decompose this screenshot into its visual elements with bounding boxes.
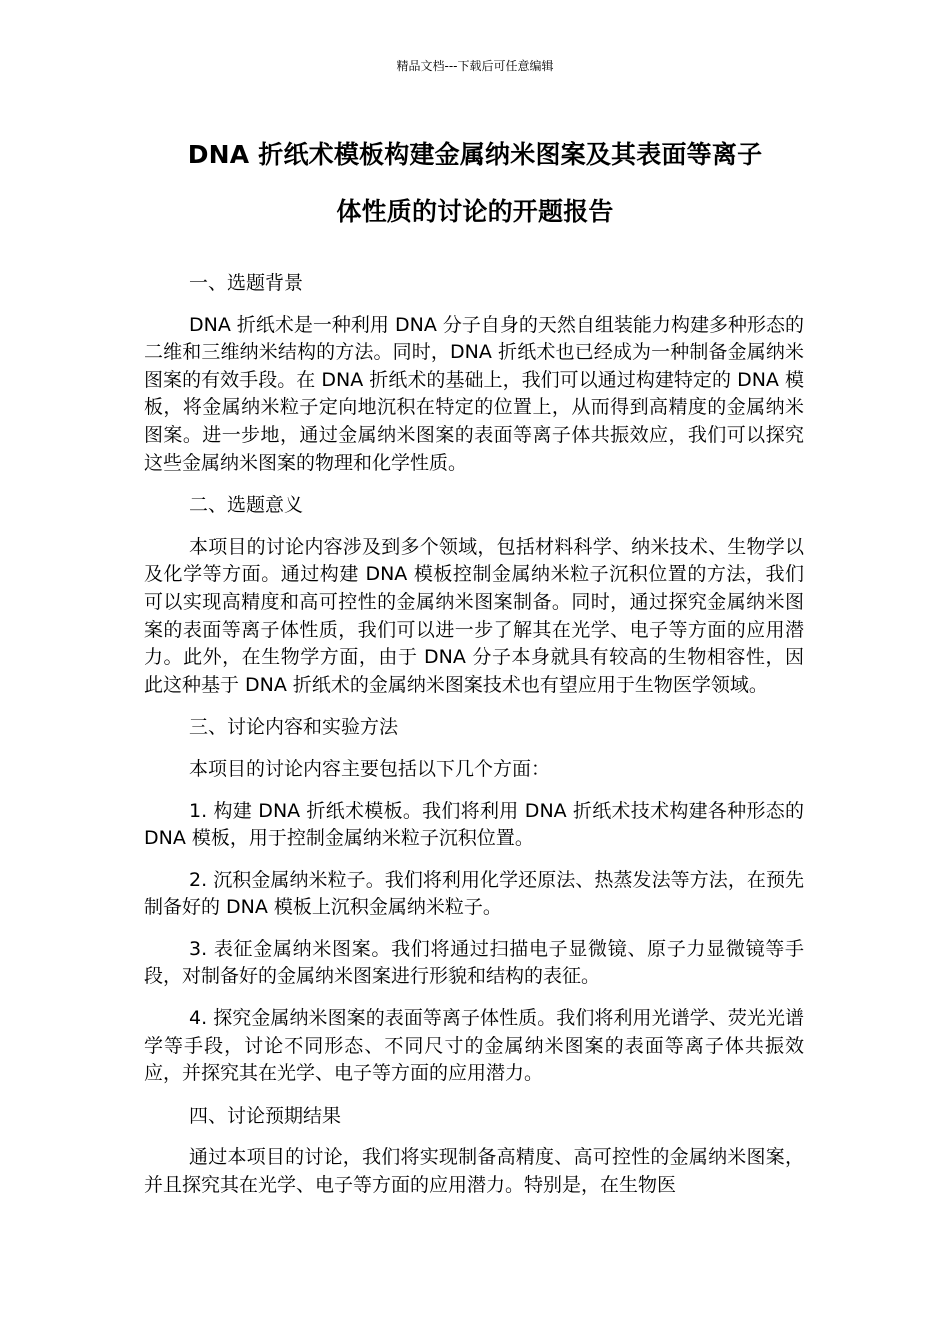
document-title-line-1: DNA 折纸术模板构建金属纳米图案及其表面等离子 <box>187 140 763 169</box>
list-item-method-2: 2. 沉积金属纳米粒子。我们将利用化学还原法、热蒸发法等方法，在预先制备好的 DNA 模板上沉积金属纳米粒子。 <box>144 868 804 919</box>
list-item-method-4: 4. 探究金属纳米图案的表面等离子体性质。我们将利用光谱学、荧光光谱学等手段，讨论不同形态、不同尺寸的金属纳米图案的表面等离子体共振效应，并探究其在光学、电子等方面的应用潜力。 <box>144 1007 804 1085</box>
page-header: 精品文档---下载后可任意编辑 <box>396 59 554 73</box>
paragraph-background: DNA 折纸术是一种利用 DNA 分子自身的天然自组装能力构建多种形态的二维和三维纳米结构的方法。同时，DNA 折纸术也已经成为一种制备金属纳米图案的有效手段。在 DNA 折纸术的基础上，我们可以通过构建特定的 DNA 模板，将金属纳米粒子定向地沉积在特定的位置上，从而得到高精度的金属纳米图案。进一步地，通过金属纳米图案的表面等离子体共振效应，我们可以探究这些金属纳米图案的物理和化学性质。 <box>144 313 804 474</box>
paragraph-methods-intro: 本项目的讨论内容主要包括以下几个方面： <box>189 757 551 780</box>
list-item-method-3: 3. 表征金属纳米图案。我们将通过扫描电子显微镜、原子力显微镜等手段，对制备好的金属纳米图案进行形貌和结构的表征。 <box>144 937 804 988</box>
section-heading-methods: 三、讨论内容和实验方法 <box>189 716 399 739</box>
paragraph-significance: 本项目的讨论内容涉及到多个领域，包括材料科学、纳米技术、生物学以及化学等方面。通过构建 DNA 模板控制金属纳米粒子沉积位置的方法，我们可以实现高精度和高可控性的金属纳米图案制备。同时，通过探究金属纳米图案的表面等离子体性质，我们可以进一步了解其在光学、电子等方面的应用潜力。此外，在生物学方面，由于 DNA 分子本身就具有较高的生物相容性，因此这种基于 DNA 折纸术的金属纳米图案技术也有望应用于生物医学领域。 <box>144 535 804 696</box>
section-heading-background: 一、选题背景 <box>189 272 304 294</box>
section-heading-significance: 二、选题意义 <box>189 494 304 517</box>
document-title-line-2: 体性质的讨论的开题报告 <box>336 197 614 226</box>
section-heading-expected-results: 四、讨论预期结果 <box>189 1104 342 1127</box>
document-body <box>144 270 804 1200</box>
list-item-method-1: 1. 构建 DNA 折纸术模板。我们将利用 DNA 折纸术技术构建各种形态的 DNA 模板，用于控制金属纳米粒子沉积位置。 <box>144 799 804 850</box>
paragraph-expected-results: 通过本项目的讨论，我们将实现制备高精度、高可控性的金属纳米图案，并且探究其在光学、电子等方面的应用潜力。特别是，在生物医 <box>144 1146 804 1197</box>
